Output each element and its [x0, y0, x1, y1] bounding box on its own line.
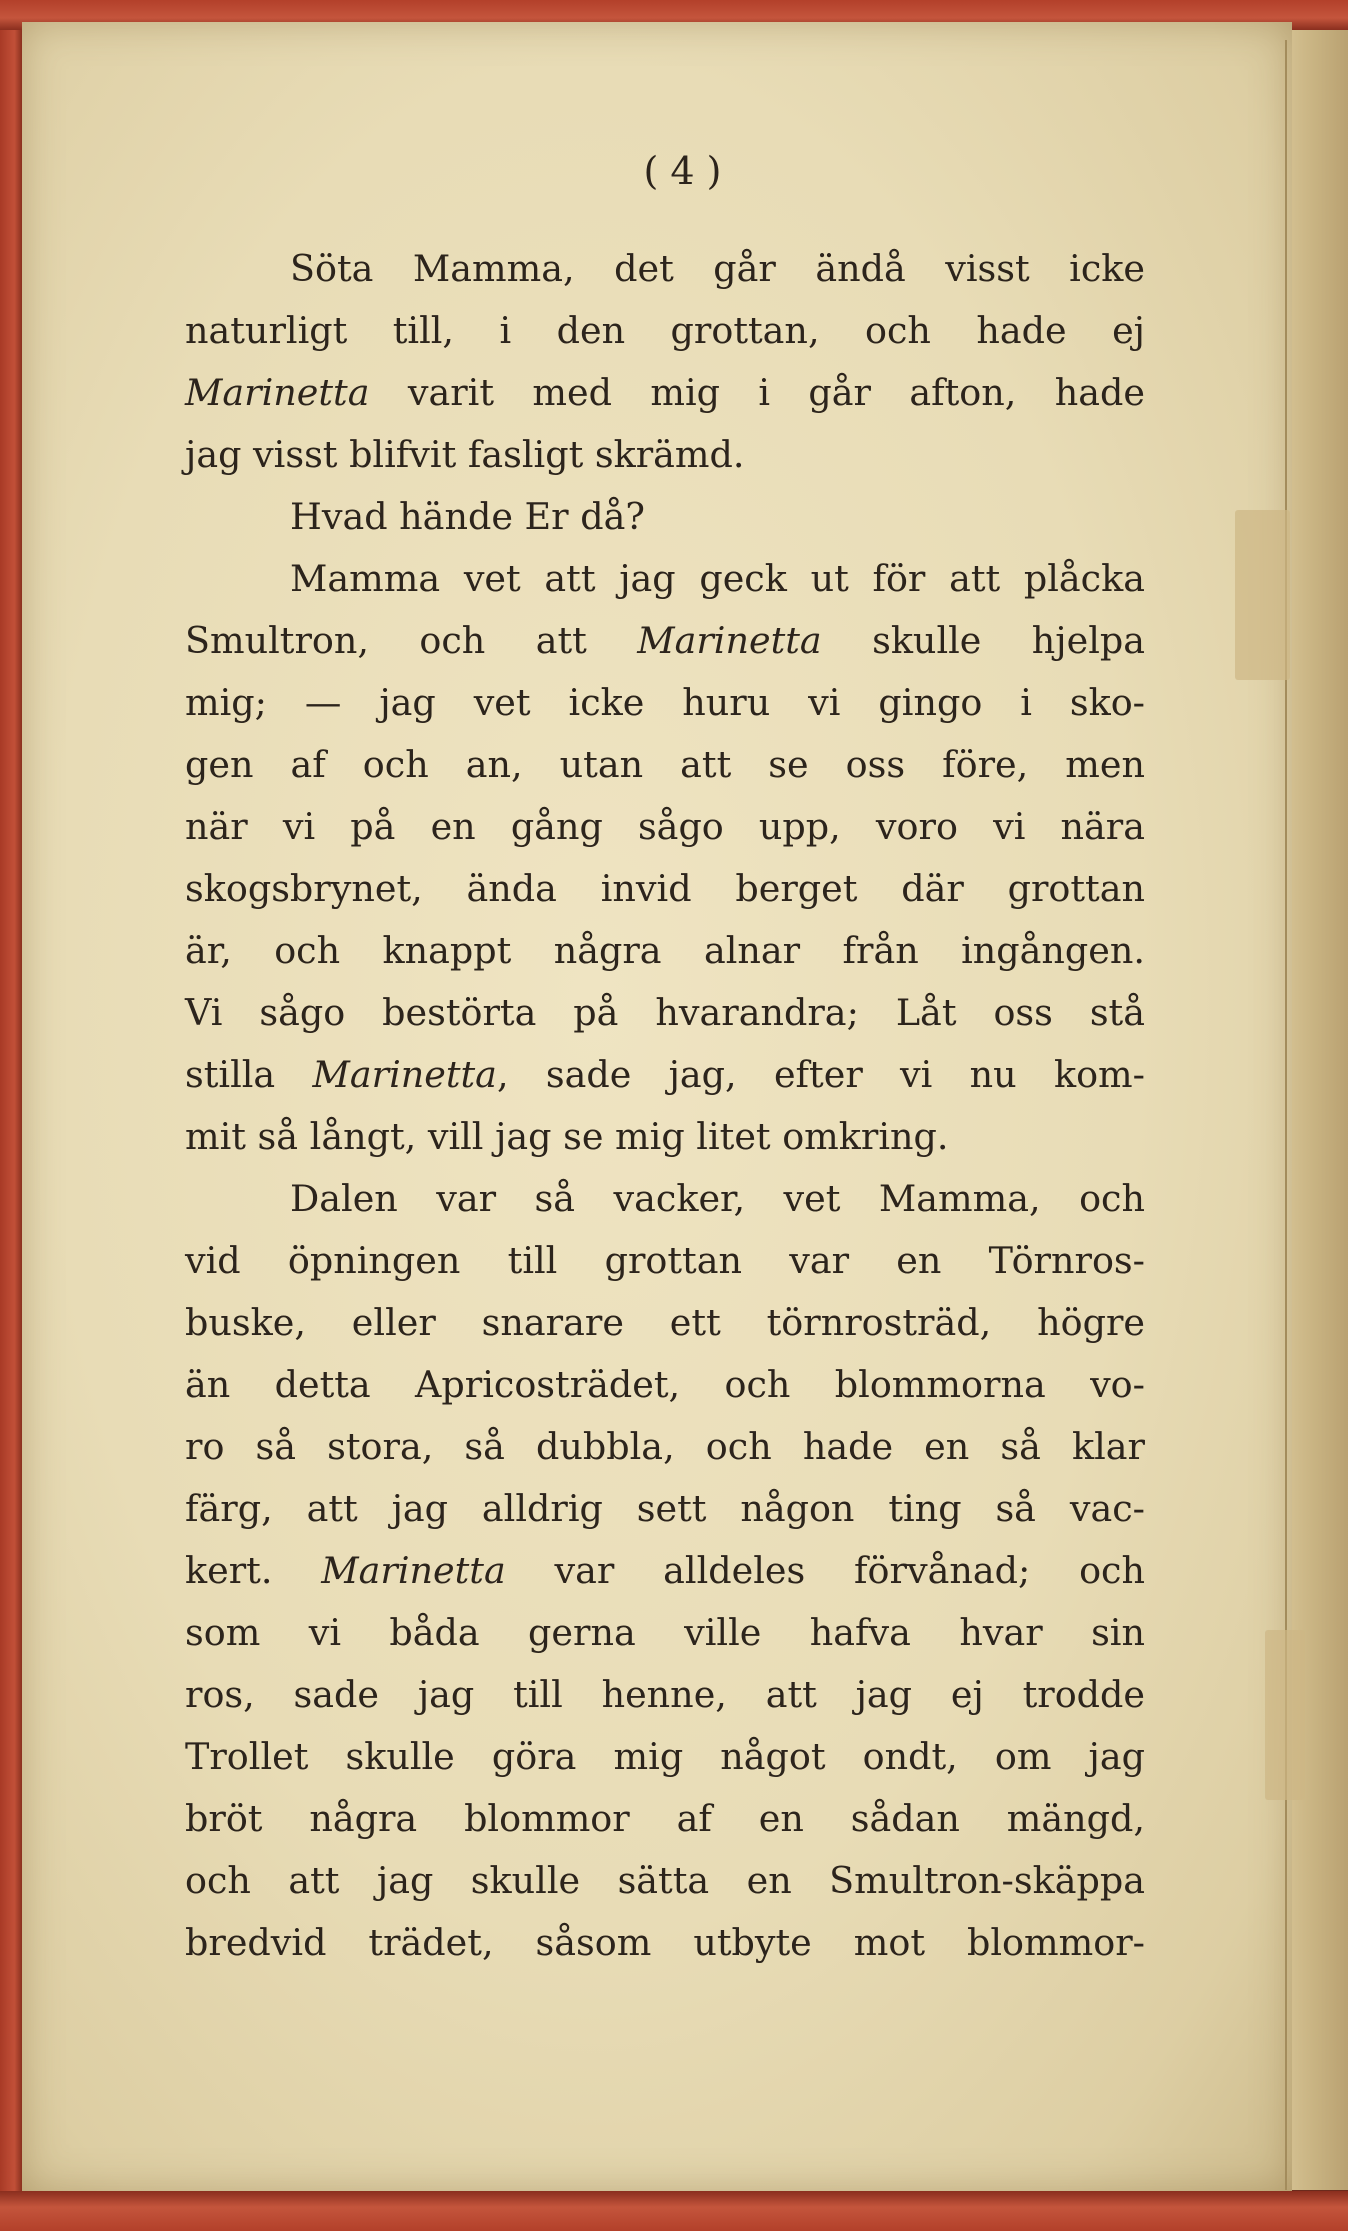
text-line: när vi på en gång sågo upp, voro vi nära	[185, 805, 1145, 848]
binding-line	[1285, 40, 1287, 2190]
text-line: och att jag skulle sätta en Smultron-skäppa	[185, 1859, 1145, 1902]
italic-name: Marinetta	[312, 1053, 497, 1096]
text-line: Trollet skulle göra mig något ondt, om jag	[185, 1735, 1145, 1778]
text-line: gen af och an, utan att se oss före, men	[185, 743, 1145, 786]
text-line: som vi båda gerna ville hafva hvar sin	[185, 1611, 1145, 1654]
book-cover-bottom-edge	[0, 2191, 1348, 2231]
text-lines	[185, 238, 1145, 1974]
text-line: bröt några blommor af en sådan mängd,	[185, 1797, 1145, 1840]
text-line: Söta Mamma, det går ändå visst icke	[290, 247, 1145, 290]
text-line: är, och knappt några alnar från ingången.	[185, 929, 1145, 972]
paper-stain	[1265, 1630, 1305, 1800]
page-number: ( 4 )	[643, 149, 722, 193]
italic-name: Marinetta	[185, 371, 370, 414]
text-line: Smultron, och att Marinetta skulle hjelpa	[185, 619, 1146, 662]
italic-name: Marinetta	[637, 619, 822, 662]
text-line: än detta Apricosträdet, och blommorna vo-	[185, 1363, 1145, 1406]
text-line: buske, eller snarare ett törnrosträd, högre	[185, 1301, 1145, 1344]
text-line: färg, att jag alldrig sett någon ting så vac-	[185, 1487, 1145, 1530]
text-line: Mamma vet att jag geck ut för att plåcka	[290, 557, 1145, 600]
text-line: vid öpningen till grottan var en Törnros-	[185, 1239, 1145, 1282]
text-line: skogsbrynet, ända invid berget där grottan	[185, 867, 1145, 910]
text-line: ros, sade jag till henne, att jag ej trodde	[185, 1673, 1145, 1716]
page-text	[185, 140, 1145, 1974]
text-line: jag visst blifvit fasligt skrämd.	[185, 433, 745, 476]
text-line: stilla Marinetta, sade jag, efter vi nu kom-	[185, 1053, 1145, 1096]
text-line: naturligt till, i den grottan, och hade ej	[185, 309, 1145, 352]
text-line: Vi sågo bestörta på hvarandra; Låt oss stå	[185, 991, 1145, 1034]
text-line: ro så stora, så dubbla, och hade en så klar	[185, 1425, 1145, 1468]
text-line: Dalen var så vacker, vet Mamma, och	[290, 1177, 1145, 1220]
italic-name: Marinetta	[321, 1549, 506, 1592]
text-line: mit så långt, vill jag se mig litet omkring.	[185, 1115, 949, 1158]
text-line: bredvid trädet, såsom utbyte mot blommor-	[185, 1921, 1145, 1964]
text-line: kert. Marinetta var alldeles förvånad; och	[185, 1549, 1145, 1592]
text-line: mig; — jag vet icke huru vi gingo i sko-	[185, 681, 1145, 724]
book-cover-left-edge	[0, 0, 24, 2231]
text-line: Marinetta varit med mig i går afton, hade	[185, 371, 1145, 414]
paper-stain	[1235, 510, 1290, 680]
text-line: Hvad hände Er då?	[290, 495, 645, 538]
